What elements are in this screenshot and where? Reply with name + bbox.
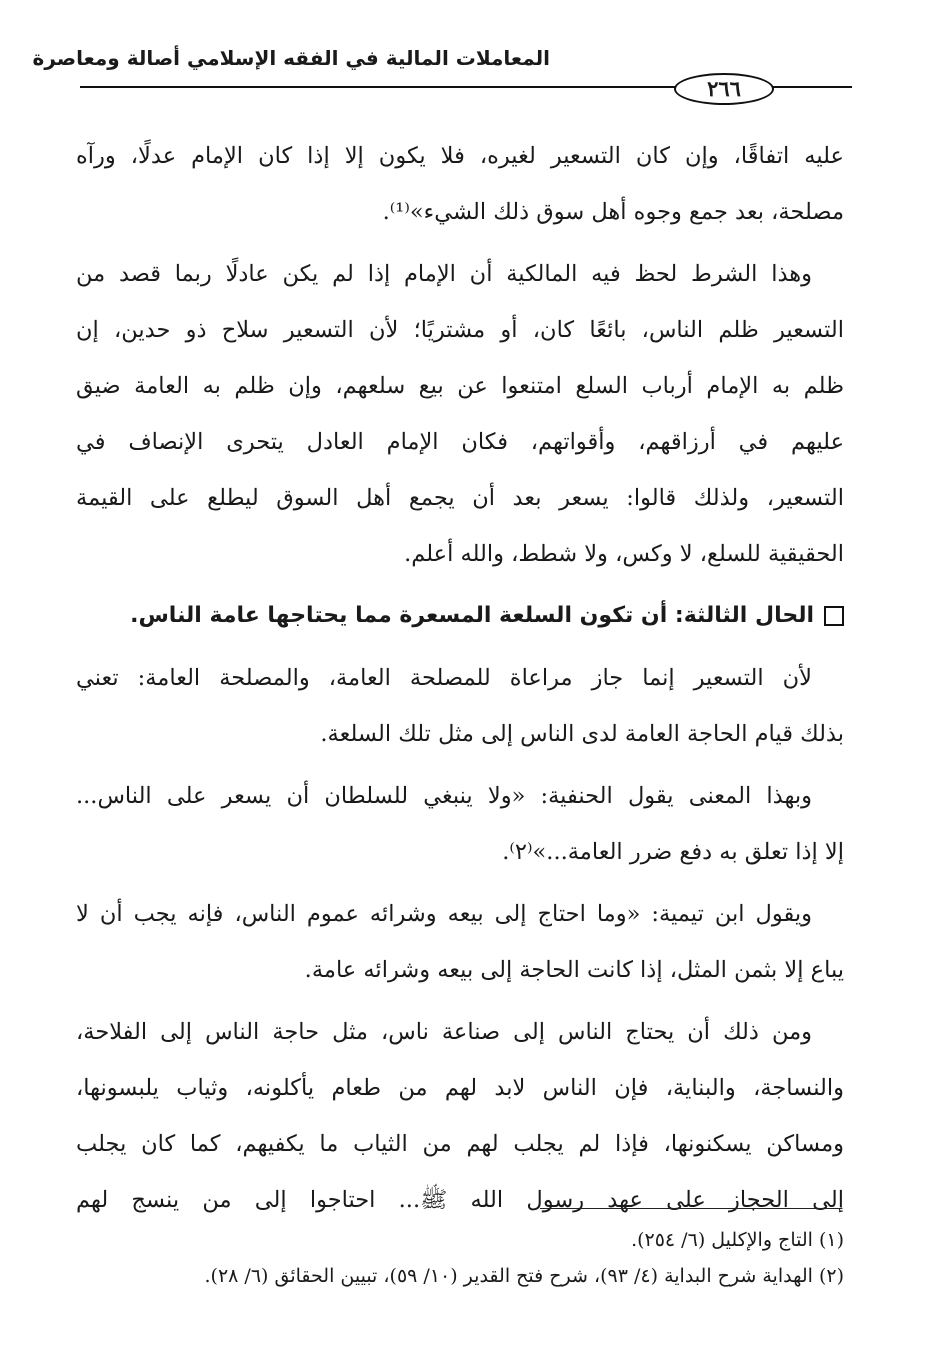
text-line: الحقيقية للسلع، لا وكس، ولا شطط، والله أعلم. xyxy=(404,541,844,567)
text-line: وهذا الشرط لحظ فيه المالكية أن الإمام إذا لم يكن عادلًا ربما قصد من xyxy=(76,261,812,287)
footnote: (٢) الهداية شرح البداية (٤/ ٩٣)، شرح فتح القدير (١٠/ ٥٩)، تبيين الحقائق (٦/ ٢٨). xyxy=(204,1265,844,1287)
running-head-title: المعاملات المالية في الفقه الإسلامي أصالة ومعاصرة xyxy=(32,46,550,70)
text-line: يباع إلا بثمن المثل، إذا كانت الحاجة إلى بيعه وشرائه عامة. xyxy=(304,957,844,983)
main-text xyxy=(76,128,844,1228)
page-number: ٢٦٦ xyxy=(674,73,774,105)
text-line: إلا إذا تعلق به دفع ضرر العامة...»⁽٢⁾. xyxy=(502,839,844,865)
text-line: ظلم به الإمام أرباب السلع امتنعوا عن بيع سلعهم، وإن ظلم به العامة ضيق xyxy=(76,373,844,399)
text-line: والنساجة، والبناية، فإن الناس لابد لهم من طعام يأكلونه، وثياب يلبسونها، xyxy=(76,1075,844,1101)
text-line: بذلك قيام الحاجة العامة لدى الناس إلى مثل تلك السلعة. xyxy=(320,721,844,747)
header-rule-left xyxy=(80,86,675,88)
text-line: التسعير ظلم الناس، بائعًا كان، أو مشتريًا؛ لأن التسعير سلاح ذو حدين، إن xyxy=(76,317,844,343)
footnotes xyxy=(70,1222,844,1294)
section-heading xyxy=(76,588,844,644)
header-rule-right xyxy=(770,86,852,88)
text-line: عليهم في أرزاقهم، وأقواتهم، فكان الإمام العادل يتحرى الإنصاف في xyxy=(76,429,844,455)
footnote: (١) التاج والإكليل (٦/ ٢٥٤). xyxy=(631,1229,844,1251)
section-heading-text: الحال الثالثة: أن تكون السلعة المسعرة مما يحتاجها عامة الناس. xyxy=(130,603,814,628)
square-bullet-icon xyxy=(824,606,844,626)
text-line: لأن التسعير إنما جاز مراعاة للمصلحة العامة، والمصلحة العامة: تعني xyxy=(76,665,812,691)
text-line: إلى الحجاز على عهد رسول الله ﷺ... احتاجوا إلى من ينسج لهم xyxy=(76,1187,844,1213)
text-line: وبهذا المعنى يقول الحنفية: «ولا ينبغي للسلطان أن يسعر على الناس... xyxy=(76,783,812,809)
text-line: عليه اتفاقًا، وإن كان التسعير لغيره، فلا يكون إلا إذا كان الإمام عدلًا، ورآه xyxy=(76,143,844,169)
text-line: ويقول ابن تيمية: «وما احتاج إلى بيعه وشرائه عموم الناس، فإنه يجب أن لا xyxy=(76,901,812,927)
text-line: مصلحة، بعد جمع وجوه أهل سوق ذلك الشيء»⁽¹⁾. xyxy=(382,199,844,225)
text-line: ومن ذلك أن يحتاج الناس إلى صناعة ناس، مثل حاجة الناس إلى الفلاحة، xyxy=(76,1019,812,1045)
text-line: ومساكن يسكنونها، فإذا لم يجلب لهم من الثياب ما يكفيهم، كما كان يجلب xyxy=(76,1131,844,1157)
text-line: التسعير، ولذلك قالوا: يسعر بعد أن يجمع أهل السوق ليطلع على القيمة xyxy=(76,485,844,511)
footnote-separator xyxy=(540,1208,842,1209)
